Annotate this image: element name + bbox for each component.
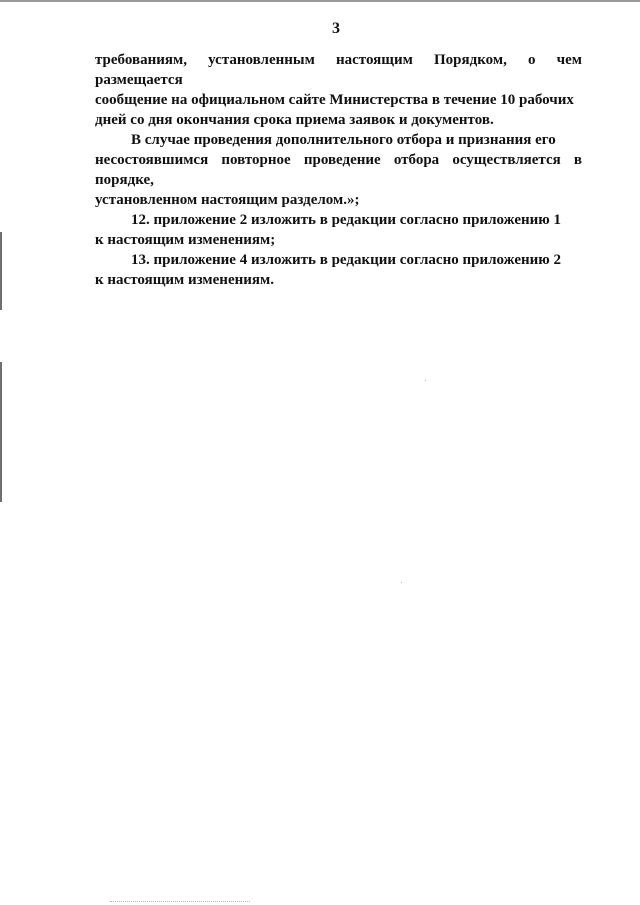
page-number: 3: [332, 20, 340, 37]
page-top-border: [0, 0, 640, 2]
scan-speck: [401, 582, 402, 583]
paragraph-additional-selection: В случае проведения дополнительного отбора и признания его несостоявшимся повторное проведение отбора осуществляется в порядке, установленном настоящим разделом.»;: [95, 132, 582, 208]
scan-edge-mark: [0, 232, 2, 310]
scan-edge-mark: [0, 362, 2, 502]
scan-speck: [425, 380, 426, 381]
paragraph-item-13: 13. приложение 4 изложить в редакции согласно приложению 2 к настоящим изменениям.: [95, 252, 561, 288]
paragraph-continuation: требованиям, установленным настоящим Порядком, о чем размещается сообщение на официальном сайте Министерства в течение 10 рабочих дней со дня окончания срока приема заявок и документов.: [95, 52, 582, 128]
document-body: [95, 50, 582, 290]
scan-bottom-marks: [110, 901, 250, 903]
paragraph-item-12: 12. приложение 2 изложить в редакции согласно приложению 1 к настоящим изменениям;: [95, 212, 561, 248]
